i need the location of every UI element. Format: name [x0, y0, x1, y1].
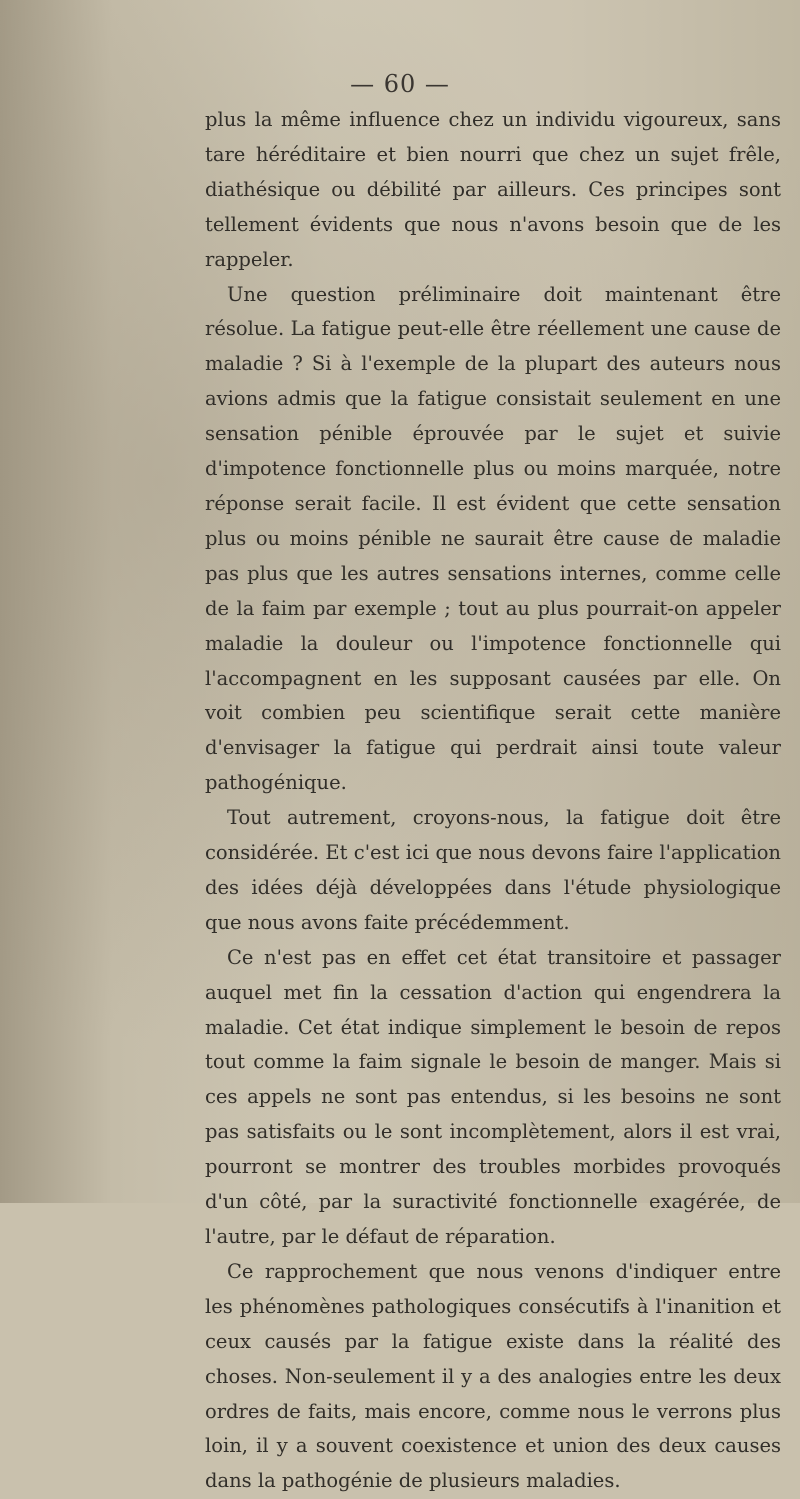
page-number: — 60 — — [350, 70, 450, 98]
paragraph: Ce n'est pas en effet cet état transitoire et passager auquel met fin la cessation d'action qui engendrera la maladie. Cet état indique simplement le besoin de repos tout comme la faim signale le besoin de manger. Mais si ces appels ne sont pas entendus, si les besoins ne sont pas satisfaits ou le sont incomplètement, alors il est vrai, pourront se montrer des troubles morbides provoqués d'un côté, par la suractivité fonctionnelle exagérée, de l'autre, par le défaut de réparation. — [205, 945, 781, 1248]
paragraph: Ce rapprochement que nous venons d'indiquer entre les phénomènes pathologiques consécutifs à l'inanition et ceux causés par la fatigue existe dans la réalité des choses. Non-seulement il y a des analogies entre les deux ordres de faits, mais encore, comme nous le verrons plus loin, il y a souvent coexistence et union des deux causes dans la pathogénie de plusieurs maladies. — [205, 1259, 781, 1493]
paragraph: Tout autrement, croyons-nous, la fatigue doit être considérée. Et c'est ici que nous devons faire l'application des idées déjà développées dans l'étude physiologique que nous avons faite précédemment. — [205, 806, 781, 934]
paragraph-continued: plus la même influence chez un individu vigoureux, sans tare héréditaire et bien nourri que chez un sujet frêle, diathésique ou débilité par ailleurs. Ces principes sont tellement évidents que nous n'avons besoin que de les rappeler. — [205, 108, 781, 271]
paragraph: Une question préliminaire doit maintenant être résolue. La fatigue peut-elle être réellement une cause de maladie ? Si à l'exemple de la plupart des auteurs nous avions admis que la fatigue consistait seulement en une sensation pénible éprouvée par le sujet et suivie d'impotence fonctionnelle plus ou moins marquée, notre réponse serait facile. Il est évident que cette sensation plus ou moins pénible ne saurait être cause de maladie pas plus que les autres sensations internes, comme celle de la faim par exemple ; tout au plus pourrait-on appeler maladie la douleur ou l'impotence fonctionnelle qui l'accompagnent en les supposant causées par elle. On voit combien peu scientifique serait cette manière d'envisager la fatigue qui perdrait ainsi toute valeur pathogénique. — [205, 282, 781, 795]
body-text — [205, 103, 781, 1499]
